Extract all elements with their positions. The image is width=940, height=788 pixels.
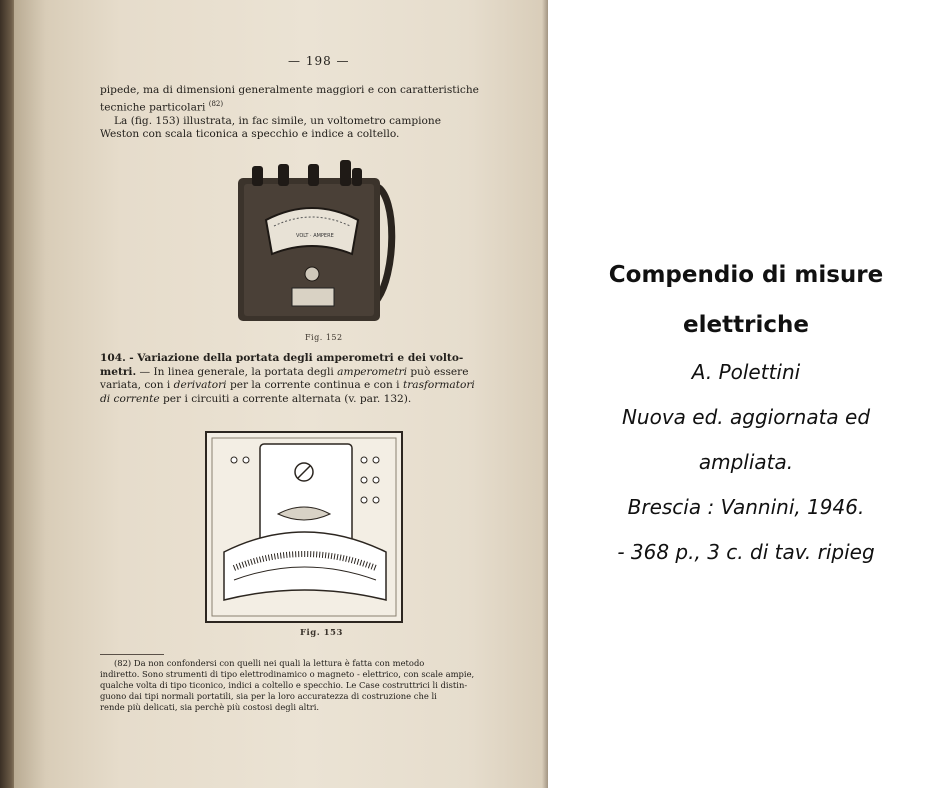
footnote-line: indiretto. Sono strumenti di tipo elettrodinamico o magneto - elettrico, con scale ampie,	[100, 669, 475, 679]
figure-153-weston-voltmeter	[204, 430, 404, 626]
text-line	[100, 379, 512, 393]
footnotes	[100, 658, 512, 713]
footnote-ref: (82)	[208, 99, 224, 108]
footnote-line: (82) Da non confondersi con quelli nei quali la lettura è fatta con metodo	[114, 658, 425, 668]
nameplate	[292, 288, 334, 306]
footnote-line: qualche volta di tipo ticonico, indici a coltello e specchio. Le Case costruttrici li distin-	[100, 680, 468, 690]
section-title-cont: metri.	[100, 365, 137, 378]
text-fragment: amperometri	[337, 365, 408, 378]
zero-adjust-screw	[305, 267, 319, 281]
section-number: 104.	[100, 352, 126, 364]
book-edition: Nuova ed. aggiornata ed	[621, 405, 871, 429]
text-fragment: di corrente	[100, 392, 160, 405]
book-edition-cont: ampliata.	[698, 450, 794, 474]
book-title-cont: elettriche	[683, 312, 809, 338]
section-104-paragraph	[100, 352, 512, 406]
figure-152-voltmeter	[226, 156, 396, 326]
text-line	[100, 393, 512, 407]
text-fragment: trasformatori	[402, 379, 475, 392]
text-fragment: per la corrente continua e con i	[229, 379, 400, 392]
text-fragment: derivatori	[173, 379, 227, 392]
text-fragment: può essere	[410, 365, 469, 378]
page-edge-shadow	[542, 0, 548, 788]
intro-paragraph	[100, 84, 510, 142]
book-publisher: Brescia : Vannini, 1946.	[627, 495, 865, 519]
book-author: A. Polettini	[691, 360, 801, 384]
section-title: - Variazione della portata degli amperometri e dei volto-	[129, 352, 464, 364]
text-line: La (fig. 153) illustrata, in fac simile, un voltometro campione	[114, 114, 442, 127]
page-number: — 198 —	[288, 54, 350, 68]
figure-152-caption: Fig. 152	[305, 333, 343, 342]
scale-housing	[224, 532, 386, 600]
text-fragment: tecniche particolari	[100, 101, 206, 114]
book-pages: - 368 p., 3 c. di tav. ripieg	[617, 540, 875, 564]
text-line: pipede, ma di dimensioni generalmente maggiori e con caratteristiche	[100, 84, 479, 96]
text-line	[100, 98, 510, 115]
text-line: Weston con scala ticonica a specchio e indice a coltello.	[100, 128, 400, 141]
book-info-panel	[572, 250, 920, 575]
footnote-line: guono dai tipi normali portatili, sia per la loro accuratezza di costruzione che li	[100, 691, 437, 701]
figure-153-caption: Fig. 153	[300, 628, 343, 638]
text-fragment: — In linea generale, la portata degli	[139, 365, 334, 378]
footnote-line: rende più delicati, sia perchè più costosi degli altri.	[100, 702, 320, 712]
text-fragment: per i circuiti a corrente alternata (v. par. 132).	[162, 392, 412, 405]
text-line	[100, 352, 512, 366]
text-fragment: variata, con i	[100, 379, 171, 392]
footnote-divider	[100, 654, 164, 655]
book-title: Compendio di misure	[608, 262, 884, 288]
text-line	[100, 366, 512, 380]
dial-label: VOLT · AMPERE	[296, 233, 334, 239]
book-page-photo	[14, 0, 548, 788]
